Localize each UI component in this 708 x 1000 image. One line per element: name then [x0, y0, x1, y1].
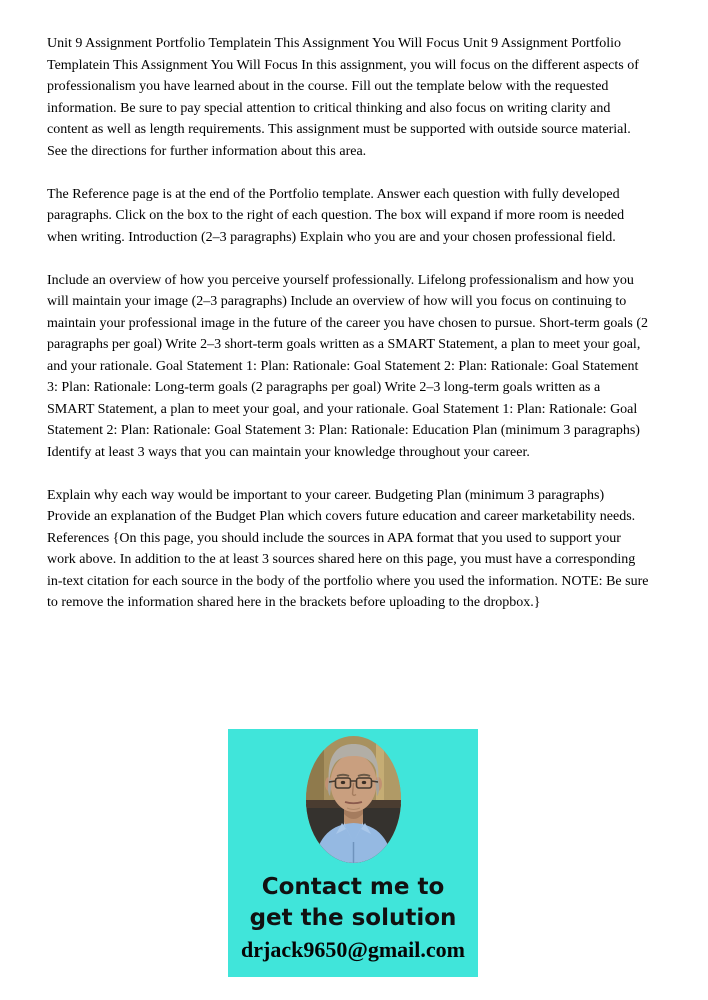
contact-card [228, 729, 478, 977]
document-body [47, 33, 649, 635]
contact-text-line2: get the solution [249, 905, 457, 931]
paragraph-2: The Reference page is at the end of the Portfolio template. Answer each question with fully developed paragraphs. Click on the box to the right of each question. The box will expand if more room is needed when writing. Introduction (2–3 paragraphs) Explain who you are and your chosen professional field. [47, 186, 625, 245]
paragraph-3: Include an overview of how you perceive yourself professionally. Lifelong professionalism and how you will maintain your image (2–3 paragraphs) Include an overview of how will you focus on continuing to maintain your professional image in the future of the career you have chosen to pursue. Short-term goals (2 paragraphs per goal) Write 2–3 short-term goals written as a SMART Statement, a plan to meet your goal, and your rationale. Goal Statement 1: Plan: Rationale: Goal Statement 2: Plan: Rationale: Goal Statement 3: Plan: Rationale: Long-term goals (2 paragraphs per goal) Write 2–3 long-term goals written as a SMART Statement, a plan to meet your goal, and your rationale. Goal Statement 1: Plan: Rationale: Goal Statement 2: Plan: Rationale: Goal Statement 3: Plan: Rationale: Education Plan (minimum 3 paragraphs) Identify at least 3 ways that you can maintain your knowledge throughout your career. [47, 272, 649, 460]
contact-text-line1: Contact me to [261, 874, 445, 900]
paragraph-1: Unit 9 Assignment Portfolio Templatein This Assignment You Will Focus Unit 9 Assignment Portfolio Templatein This Assignment You Will Focus In this assignment, you will focus on the different aspects of professionalism you have learned about in the course. Fill out the template below with the requested information. Be sure to pay special attention to critical thinking and also focus on writing clarity and content as well as length requirements. This assignment must be supported with outside source material. See the directions for further information about this area. [47, 36, 639, 159]
portrait-photo [306, 736, 401, 863]
paragraph-4: Explain why each way would be important to your career. Budgeting Plan (minimum 3 paragraphs) Provide an explanation of the Budget Plan which covers future education and career marketability needs. References {On this page, you should include the sources in APA format that you used to support your work above. In addition to the at least 3 sources shared here on this page, you must have a corresponding in-text citation for each source in the body of the portfolio where you used the information. NOTE: Be sure to remove the information shared here in the brackets before uploading to the dropbox.} [47, 487, 649, 610]
contact-email: drjack9650@gmail.com [241, 937, 465, 962]
